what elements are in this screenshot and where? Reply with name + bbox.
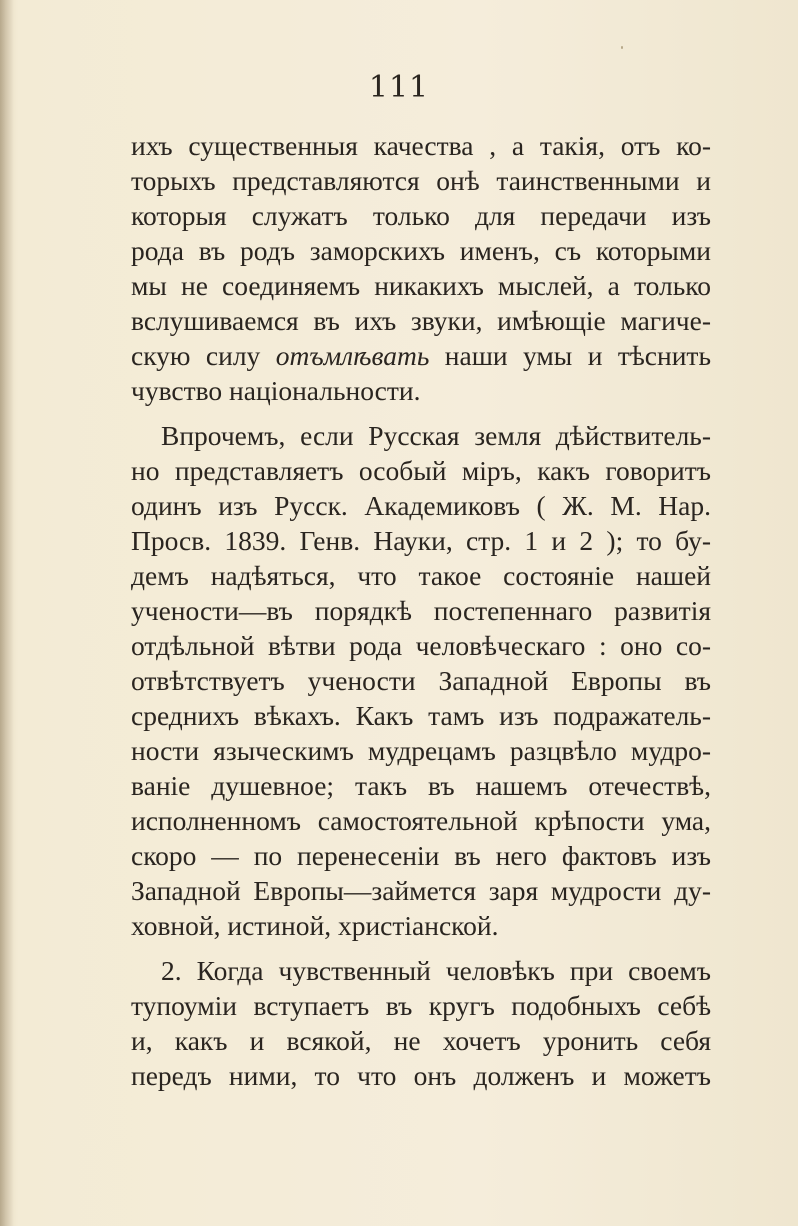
paragraph-gap [131, 943, 711, 953]
text-line: ности языческимъ мудрецамъ разцвѣло мудро- [131, 735, 711, 766]
italic-word: отъмлѣвать [275, 340, 430, 371]
text-line: исполненномъ самостоятельной крѣпости ума, [131, 805, 711, 836]
text-line: но представляетъ особый міръ, какъ говоритъ [131, 455, 711, 486]
text-line: и, какъ и всякой, не хочетъ уронить себя [131, 1025, 711, 1056]
text-line: тупоуміи вступаетъ въ кругъ подобныхъ себѣ [131, 990, 711, 1021]
text-line: Западной Европы—займется заря мудрости ду- [131, 875, 711, 906]
text-line-with-emphasis [131, 338, 711, 373]
text-line: ваніе душевное; такъ въ нашемъ отечествѣ, [131, 770, 711, 801]
text-line: передъ ними, то что онъ долженъ и можетъ [131, 1060, 711, 1091]
text-line: Впрочемъ, если Русская земля дѣйствитель- [161, 420, 711, 451]
text-line: отвѣтствуетъ учености Западной Европы въ [131, 665, 711, 696]
text-line: 2. Когда чувственный человѣкъ при своемъ [161, 955, 711, 986]
spine-shadow [0, 0, 14, 1226]
text-line: демъ надѣяться, что такое состояніе нашей [131, 560, 711, 591]
text-line: торыхъ представляются онѣ таинственными и [131, 165, 711, 196]
text-line: среднихъ вѣкахъ. Какъ тамъ изъ подражатель- [131, 700, 711, 731]
text-line: которыя служатъ только для передачи изъ [131, 200, 711, 231]
paper-speck [621, 46, 623, 49]
text-line: мы не соединяемъ никакихъ мыслей, а только [131, 270, 711, 301]
text-segment: наши умы и тѣснить [429, 340, 711, 371]
text-line: отдѣльной вѣтви рода человѣческаго : оно со- [131, 630, 711, 661]
text-line: скоро — по перенесеніи въ него фактовъ изъ [131, 840, 711, 871]
text-line: чувство національности. [131, 375, 421, 406]
text-line: Просв. 1839. Генв. Науки, стр. 1 и 2 ); то бу- [131, 525, 711, 556]
text-line: ховной, истиной, христіанской. [131, 910, 499, 941]
text-segment: скую силу [131, 340, 276, 371]
text-line: ихъ существенныя качества , а такія, отъ ко- [131, 130, 711, 161]
text-line: одинъ изъ Русск. Академиковъ ( Ж. М. Нар. [131, 490, 711, 521]
paragraph-gap [131, 408, 711, 418]
page-number: 111 [368, 70, 430, 105]
body-text [131, 128, 711, 1093]
text-line: вслушиваемся въ ихъ звуки, имѣющіе магиче- [131, 305, 711, 336]
text-line: рода въ родъ заморскихъ именъ, съ которыми [131, 235, 711, 266]
text-line: учености—въ порядкѣ постепеннаго развитія [131, 595, 711, 626]
